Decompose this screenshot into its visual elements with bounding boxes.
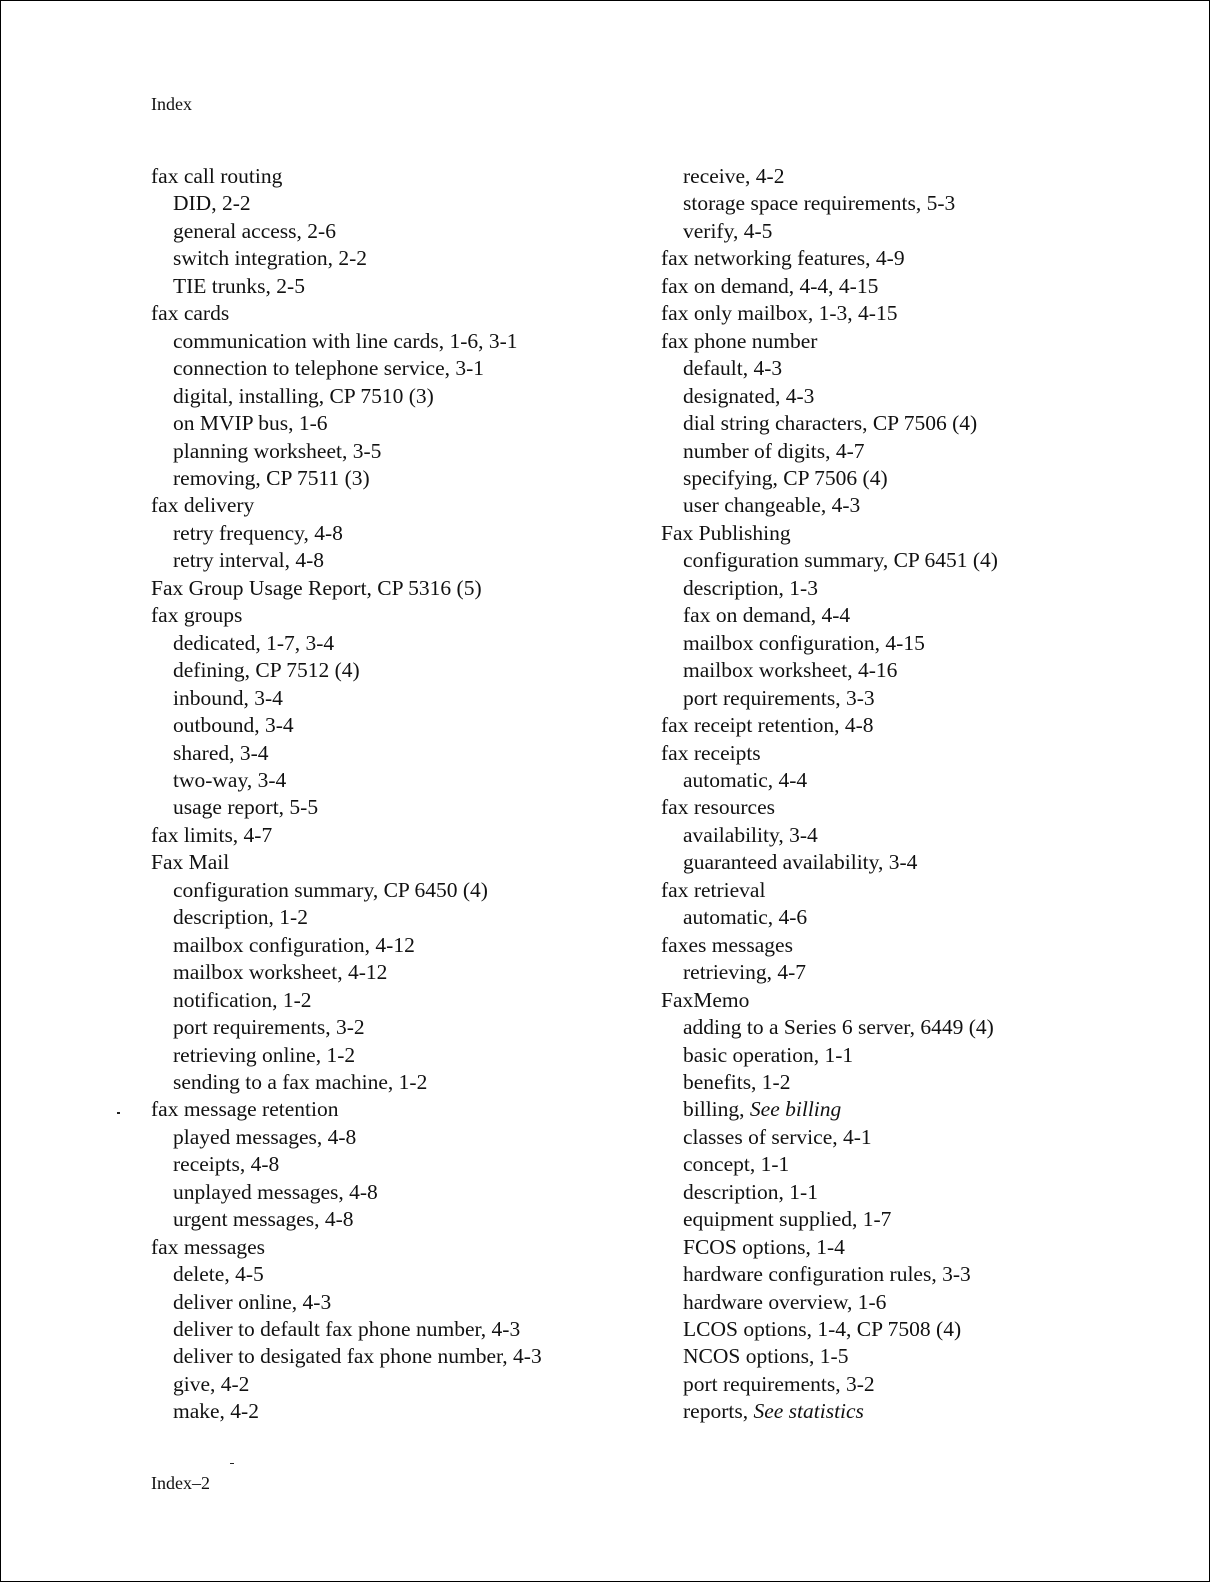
index-subentry: make, 4-2 [173, 1399, 259, 1424]
index-subentry: FCOS options, 1-4 [683, 1234, 845, 1259]
index-subentry: deliver to desigated fax phone number, 4-3 [173, 1344, 542, 1369]
index-subentry: configuration summary, CP 6450 (4) [173, 877, 488, 902]
index-subentry: deliver to default fax phone number, 4-3 [173, 1317, 521, 1342]
index-entry: Fax Mail [151, 850, 230, 875]
index-entry: fax phone number [661, 328, 818, 353]
index-entry: FaxMemo [661, 987, 750, 1012]
index-subentry: communication with line cards, 1-6, 3-1 [173, 328, 518, 353]
index-subentry: two-way, 3-4 [173, 767, 287, 792]
index-subentry: general access, 2-6 [173, 218, 336, 243]
index-subentry: automatic, 4-4 [683, 767, 808, 792]
index-subentry: availability, 3-4 [683, 822, 818, 847]
index-subentry: urgent messages, 4-8 [173, 1207, 354, 1232]
index-entry: fax receipts [661, 740, 761, 765]
index-subentry: played messages, 4-8 [173, 1124, 357, 1149]
index-subentry: specifying, CP 7506 (4) [683, 465, 888, 490]
index-subentry: automatic, 4-6 [683, 905, 808, 930]
index-column-right [661, 163, 1181, 1426]
index-subentry: mailbox worksheet, 4-12 [173, 960, 388, 985]
see-reference: See statistics [753, 1399, 864, 1424]
index-subentry: billing, See billing [683, 1097, 842, 1122]
index-subentry: adding to a Series 6 server, 6449 (4) [683, 1015, 994, 1040]
index-entry: faxes messages [661, 932, 793, 957]
index-subentry: defining, CP 7512 (4) [173, 658, 360, 683]
index-entry: fax resources [661, 795, 776, 820]
index-subentry: benefits, 1-2 [683, 1069, 791, 1094]
index-subentry: planning worksheet, 3-5 [173, 438, 382, 463]
running-header: Index [151, 94, 192, 114]
index-subentry: mailbox worksheet, 4-16 [683, 658, 898, 683]
index-subentry: receipts, 4-8 [173, 1152, 280, 1177]
scan-speck [117, 1112, 120, 1114]
index-subentry: configuration summary, CP 6451 (4) [683, 548, 998, 573]
index-subentry: port requirements, 3-2 [683, 1371, 875, 1396]
index-entry: Fax Group Usage Report, CP 5316 (5) [151, 575, 482, 600]
index-entry: fax cards [151, 301, 230, 326]
index-subentry: concept, 1-1 [683, 1152, 790, 1177]
index-subentry: outbound, 3-4 [173, 713, 294, 738]
index-entry: fax receipt retention, 4-8 [661, 713, 874, 738]
index-subentry: dial string characters, CP 7506 (4) [683, 411, 978, 436]
index-subentry: number of digits, 4-7 [683, 438, 865, 463]
index-subentry: deliver online, 4-3 [173, 1289, 332, 1314]
index-entry: fax retrieval [661, 877, 766, 902]
index-subentry: designated, 4-3 [683, 383, 815, 408]
index-subentry: hardware configuration rules, 3-3 [683, 1262, 971, 1287]
index-subentry: description, 1-1 [683, 1179, 818, 1204]
index-subentry: guaranteed availability, 3-4 [683, 850, 918, 875]
scan-speck [230, 1463, 234, 1464]
index-subentry: give, 4-2 [173, 1371, 250, 1396]
index-subentry: shared, 3-4 [173, 740, 269, 765]
index-entry: fax delivery [151, 493, 255, 518]
index-entry: fax call routing [151, 164, 283, 188]
index-column-left [151, 163, 631, 1426]
index-entry: fax message retention [151, 1097, 339, 1122]
index-subentry: switch integration, 2-2 [173, 246, 368, 271]
index-subentry: port requirements, 3-2 [173, 1015, 365, 1040]
index-subentry: notification, 1-2 [173, 987, 312, 1012]
index-subentry: reports, See statistics [683, 1399, 864, 1424]
index-entry: fax groups [151, 603, 243, 628]
index-entry: Fax Publishing [661, 520, 791, 545]
index-entry: fax networking features, 4-9 [661, 246, 905, 271]
index-subentry: classes of service, 4-1 [683, 1124, 872, 1149]
index-subentry: delete, 4-5 [173, 1262, 264, 1287]
index-subentry: sending to a fax machine, 1-2 [173, 1069, 428, 1094]
index-subentry: description, 1-2 [173, 905, 308, 930]
index-subentry: mailbox configuration, 4-12 [173, 932, 415, 957]
index-subentry: retry frequency, 4-8 [173, 520, 343, 545]
index-subentry: verify, 4-5 [683, 218, 773, 243]
index-subentry: dedicated, 1-7, 3-4 [173, 630, 335, 655]
index-entry: fax messages [151, 1234, 266, 1259]
index-entry: fax only mailbox, 1-3, 4-15 [661, 301, 898, 326]
index-subentry: inbound, 3-4 [173, 685, 283, 710]
index-subentry: retrieving, 4-7 [683, 960, 806, 985]
page-footer: Index–2 [151, 1473, 210, 1493]
index-subentry: TIE trunks, 2-5 [173, 273, 305, 298]
index-subentry: basic operation, 1-1 [683, 1042, 854, 1067]
index-subentry: digital, installing, CP 7510 (3) [173, 383, 434, 408]
index-subentry: retry interval, 4-8 [173, 548, 325, 573]
index-subentry: on MVIP bus, 1-6 [173, 411, 328, 436]
index-subentry: receive, 4-2 [683, 164, 785, 188]
index-subentry: retrieving online, 1-2 [173, 1042, 356, 1067]
index-subentry: mailbox configuration, 4-15 [683, 630, 925, 655]
see-reference: See billing [749, 1097, 842, 1122]
index-subentry: LCOS options, 1-4, CP 7508 (4) [683, 1317, 962, 1342]
index-entry: fax limits, 4-7 [151, 822, 273, 847]
index-subentry: hardware overview, 1-6 [683, 1289, 887, 1314]
index-subentry: connection to telephone service, 3-1 [173, 356, 485, 381]
index-entry: fax on demand, 4-4, 4-15 [661, 273, 879, 298]
index-subentry: fax on demand, 4-4 [683, 603, 851, 628]
index-subentry: NCOS options, 1-5 [683, 1344, 849, 1369]
index-subentry: usage report, 5-5 [173, 795, 319, 820]
index-subentry: description, 1-3 [683, 575, 818, 600]
index-subentry: DID, 2-2 [173, 191, 251, 216]
index-subentry: storage space requirements, 5-3 [683, 191, 956, 216]
index-subentry: removing, CP 7511 (3) [173, 465, 370, 490]
index-subentry: default, 4-3 [683, 356, 783, 381]
index-subentry: equipment supplied, 1-7 [683, 1207, 892, 1232]
index-subentry: user changeable, 4-3 [683, 493, 861, 518]
index-subentry: port requirements, 3-3 [683, 685, 875, 710]
index-subentry: unplayed messages, 4-8 [173, 1179, 378, 1204]
